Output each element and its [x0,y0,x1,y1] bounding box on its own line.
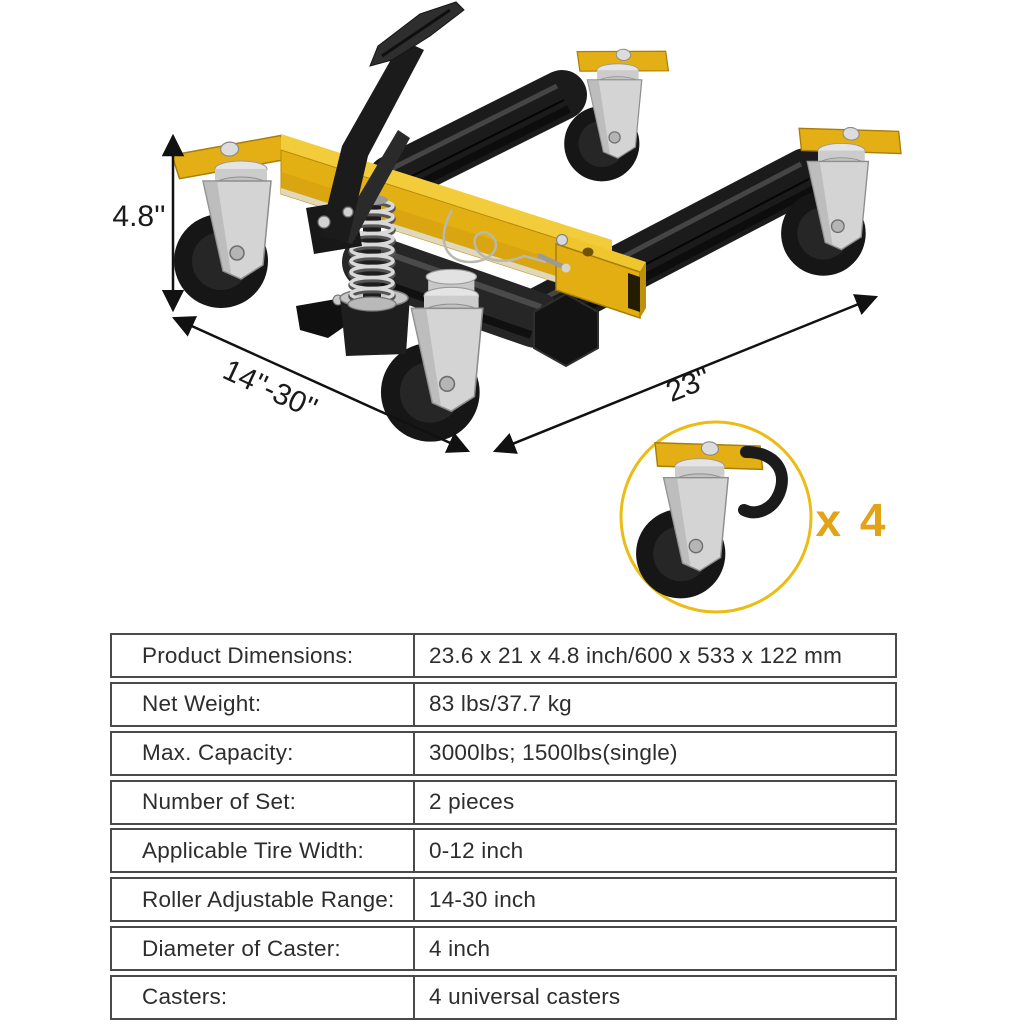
spec-value: 3000lbs; 1500lbs(single) [429,740,678,766]
spec-row-tire-width [110,828,897,873]
spec-label: Max. Capacity: [112,733,415,774]
caster-left [171,135,289,308]
spec-row-max-capacity [110,731,897,776]
spec-value: 0-12 inch [429,837,524,863]
caster-inset [621,422,888,612]
height-dimension-label: 4.8'' [112,200,166,233]
spec-value: 83 lbs/37.7 kg [429,691,572,717]
spec-value: 14-30 inch [429,886,537,912]
spec-row-net-weight [110,682,897,727]
spec-value: 4 universal casters [429,984,621,1010]
beam-bolt [557,235,568,246]
spec-value: 23.6 x 21 x 4.8 inch/600 x 533 x 122 mm [429,642,843,668]
spec-row-casters [110,975,897,1020]
spec-row-roller-range [110,877,897,922]
spec-label: Roller Adjustable Range: [112,879,415,920]
caster-quantity-label: x 4 [815,494,889,546]
spec-label: Net Weight: [112,684,415,725]
spec-row-caster-diameter [110,926,897,971]
spec-label: Applicable Tire Width: [112,830,415,871]
spec-table [110,633,897,1020]
length-dimension-label: 23'' [661,361,716,409]
spec-value: 4 inch [429,935,491,961]
spec-row-number-of-set [110,780,897,825]
spec-label: Number of Set: [112,782,415,823]
spec-label: Diameter of Caster: [112,928,415,969]
spec-value: 2 pieces [429,789,515,815]
spec-row-product-dimensions [110,633,897,678]
beam-hitch-hole [583,248,594,257]
spec-label: Product Dimensions: [112,635,415,676]
spec-label: Casters: [112,977,415,1018]
width-dimension-label: 14''-30'' [217,353,323,426]
